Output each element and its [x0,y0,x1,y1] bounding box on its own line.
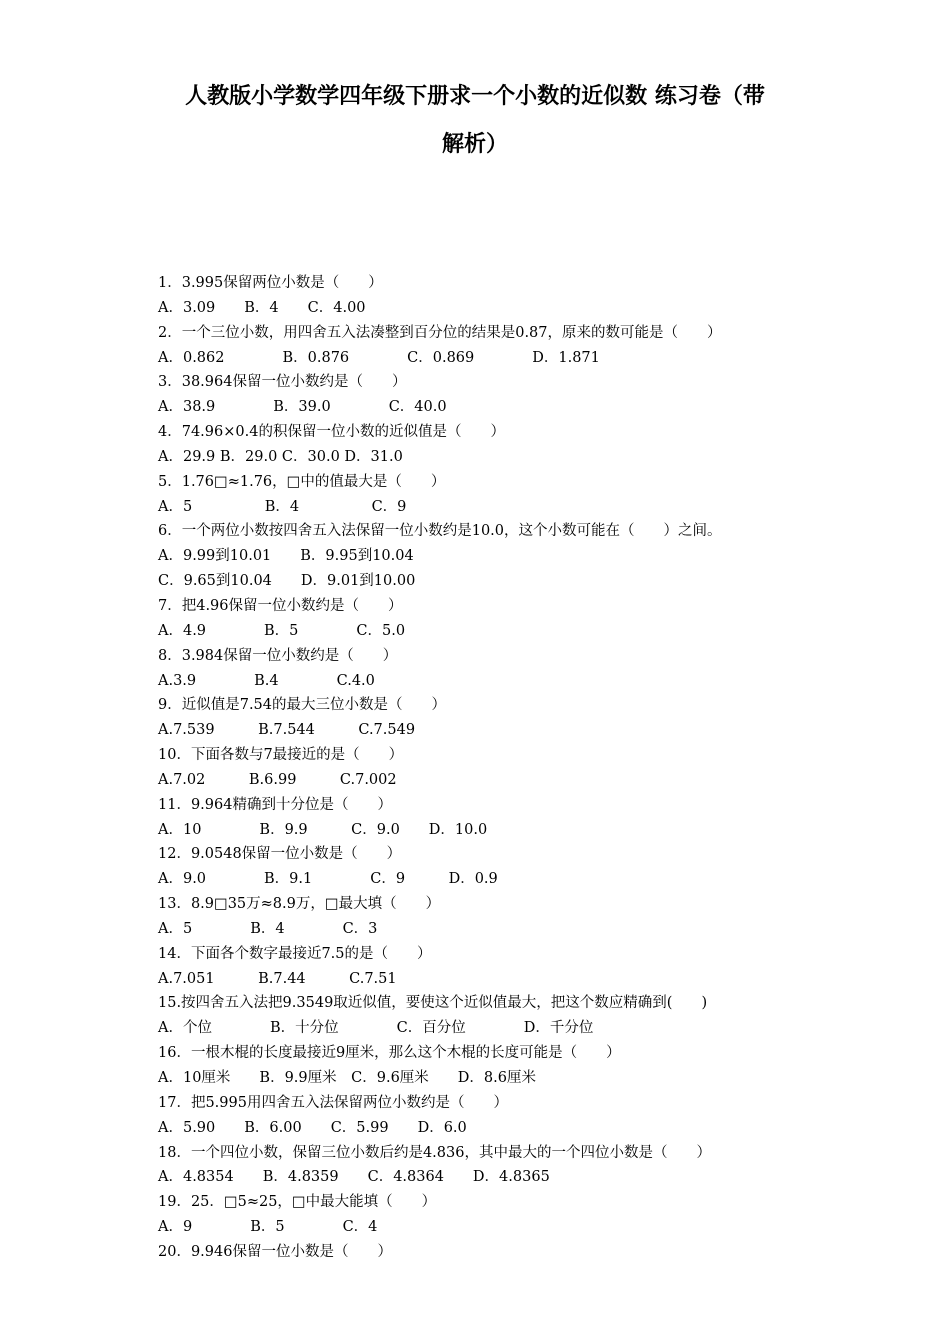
page-title-line-1: 人教版小学数学四年级下册求一个小数的近似数 练习卷（带 [185,84,765,109]
question-11: 11．9.964精确到十分位是（ ） [158,796,392,813]
options-11: A．10 B．9.9 C．9.0 D．10.0 [158,821,488,838]
options-4: A．29.9 B．29.0 C．30.0 D．31.0 [158,448,403,465]
options-12: A．9.0 B．9.1 C．9 D．0.9 [158,871,498,888]
question-8: 8．3.984保留一位小数约是（ ） [158,647,398,664]
options-3: A．38.9 B．39.0 C．40.0 [158,399,447,416]
options-14: A.7.051 B.7.44 C.7.51 [158,970,397,987]
page-title-line-2: 解析） [441,132,508,157]
question-1: 1．3.995保留两位小数是（ ） [158,275,383,291]
question-7: 7．把4.96保留一位小数约是（ ） [158,597,403,614]
question-18: 18．一个四位小数，保留三位小数后约是4.836，其中最大的一个四位小数是（ ） [158,1144,711,1161]
question-9: 9．近似值是7.54的最大三位小数是（ ） [158,697,447,714]
options-2: A．0.862 B．0.876 C．0.869 D．1.871 [158,349,600,366]
options-10: A.7.02 B.6.99 C.7.002 [158,771,397,788]
question-17: 17．把5.995用四舍五入法保留两位小数约是（ ） [158,1094,508,1111]
question-6: 6．一个两位小数按四舍五入法保留一位小数约是10.0，这个小数可能在（ ）之间。 [158,523,722,540]
options-7: A．4.9 B．5 C．5.0 [158,622,406,639]
question-16: 16．一根木棍的长度最接近9厘米，那么这个木棍的长度可能是（ ） [158,1045,621,1062]
options-9: A.7.539 B.7.544 C.7.549 [158,722,416,739]
options-15: A．个位 B．十分位 C．百分位 D．千分位 [158,1020,594,1037]
question-3: 3．38.964保留一位小数约是（ ） [158,374,407,391]
options-8: A.3.9 B.4 C.4.0 [158,672,375,689]
question-list [158,271,808,1265]
options-13: A．5 B．4 C．3 [158,920,378,937]
options-6-row-1: A．9.99到10.01 B．9.95到10.04 [158,548,414,565]
question-4: 4．74.96×0.4的积保留一位小数的近似值是（ ） [158,424,505,441]
options-16: A．10厘米 B．9.9厘米 C．9.6厘米 D．8.6厘米 [158,1070,536,1086]
question-19: 19．25．□5≈25，□中最大能填（ ） [158,1194,437,1211]
options-18: A．4.8354 B．4.8359 C．4.8364 D．4.8365 [158,1169,550,1186]
question-14: 14．下面各个数字最接近7.5的是（ ） [158,945,432,962]
options-19: A．9 B．5 C．4 [158,1219,378,1236]
options-17: A．5.90 B．6.00 C．5.99 D．6.0 [158,1119,467,1136]
question-20: 20．9.946保留一位小数是（ ） [158,1243,392,1260]
question-12: 12．9.0548保留一位小数是（ ） [158,846,402,863]
options-6-row-2: C．9.65到10.04 D．9.01到10.00 [158,573,416,590]
question-5: 5．1.76□≈1.76，□中的值最大是（ ） [158,473,446,490]
options-1: A．3.09 B．4 C．4.00 [158,299,366,316]
question-13: 13．8.9□35万≈8.9万，□最大填（ ） [158,896,441,913]
question-10: 10．下面各数与7最接近的是（ ） [158,747,404,764]
question-15: 15.按四舍五入法把9.3549取近似值，要使这个近似值最大，把这个数应精确到( ) [158,995,708,1012]
question-2: 2．一个三位小数，用四舍五入法凑整到百分位的结果是0.87，原来的数可能是（ ） [158,324,722,341]
options-5: A．5 B．4 C．9 [158,498,407,515]
